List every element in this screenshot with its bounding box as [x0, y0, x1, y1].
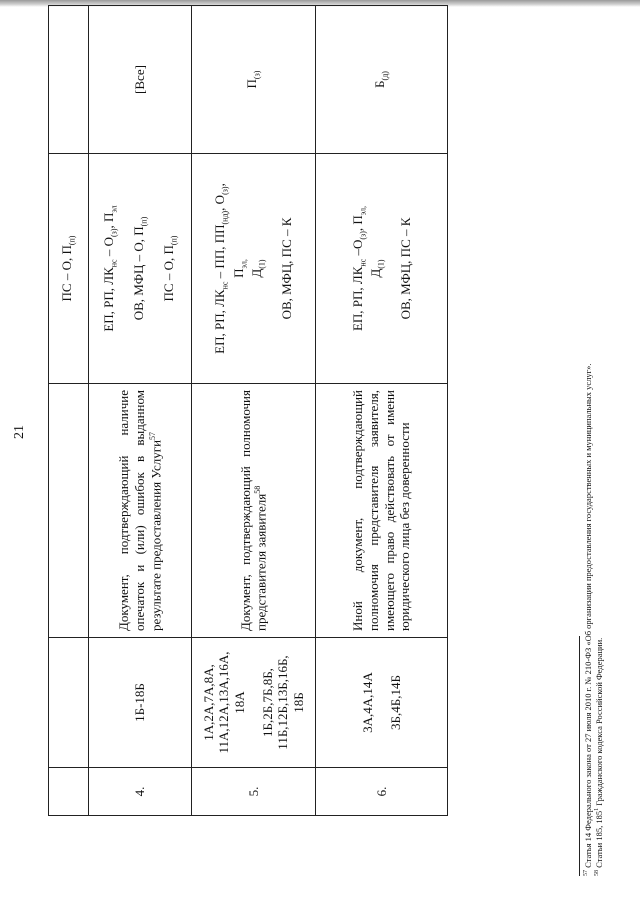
footnote: $^{58}$ Статьи 185, $185^1$ Гражданского кодекса Российской Федерации.: [594, 637, 605, 876]
table-row: [89, 6, 192, 816]
footnotes: [583, 16, 605, 876]
document-description: Документ, подтверждающий полномочия представителя заявителя$^{58}$: [192, 384, 316, 638]
applicant-codes: 1Б-18Б: [89, 638, 192, 768]
result-cell: [Все]: [89, 6, 192, 154]
table-row: [192, 6, 316, 816]
submission-methods: ЕП, РП, $ЛК_{нс} - О_{(з)}$, $П_{эл}$ ОВ, МФЦ – О, $П_{(п)}$ ПС – О, $П_{(п)}$: [89, 154, 192, 384]
method-cell: ПС – О, $П_{(п)}$: [49, 154, 89, 384]
footnote: $^{57}$ Статья 14 Федерального закона от 27 июля 2010 г. № 210-ФЗ «Об организации предоставления государственных и муниципальных услуг».: [583, 363, 593, 876]
row-number: 4.: [89, 768, 192, 816]
row-number: 5.: [192, 768, 316, 816]
applicant-codes: 1А,2А,7А,8А, 11А,12А,13А,16А, 18А 1Б,2Б,7Б,8Б, 11Б,12Б,13Б,16Б, 18Б: [192, 638, 316, 768]
footnote-ref: 57: [147, 431, 157, 440]
table-row: [316, 6, 448, 816]
footnote-ref: 58: [253, 485, 263, 494]
submission-methods: ЕП, РП, $ЛК_{нс}$ $-О_{(з)}$, $П_{эл,}$ $Д_{(1)}$ ОВ, МФЦ, ПС – К: [316, 154, 448, 384]
result-cell: $П_{(з)}$: [192, 6, 316, 154]
page-number: 21: [12, 425, 27, 439]
document-description: Документ, подтверждающий наличие опечаток и (или) ошибок в выданном результате предоставления Услуги$^{57}$: [89, 384, 192, 638]
table-row-continued: [49, 6, 89, 816]
applicant-codes: 3А,4А,14А 3Б,4Б,14Б: [316, 638, 448, 768]
result-cell: $Б_{(д)}$: [316, 6, 448, 154]
row-number: 6.: [316, 768, 448, 816]
document-description: Иной документ, подтверждающий полномочия представителя заявителя, имеющего право действовать от имени юридического лица без доверенности: [316, 384, 448, 638]
documents-table: [48, 5, 448, 816]
submission-methods: ЕП, РП, $ЛК_{нс}$ – ПП, $ПП_{(нд)}$, $О_{(з)}$, $П_{эл,}$ $Д_{(1)}$ ОВ, МФЦ, ПС – К: [192, 154, 316, 384]
footnote-divider: [579, 636, 580, 876]
